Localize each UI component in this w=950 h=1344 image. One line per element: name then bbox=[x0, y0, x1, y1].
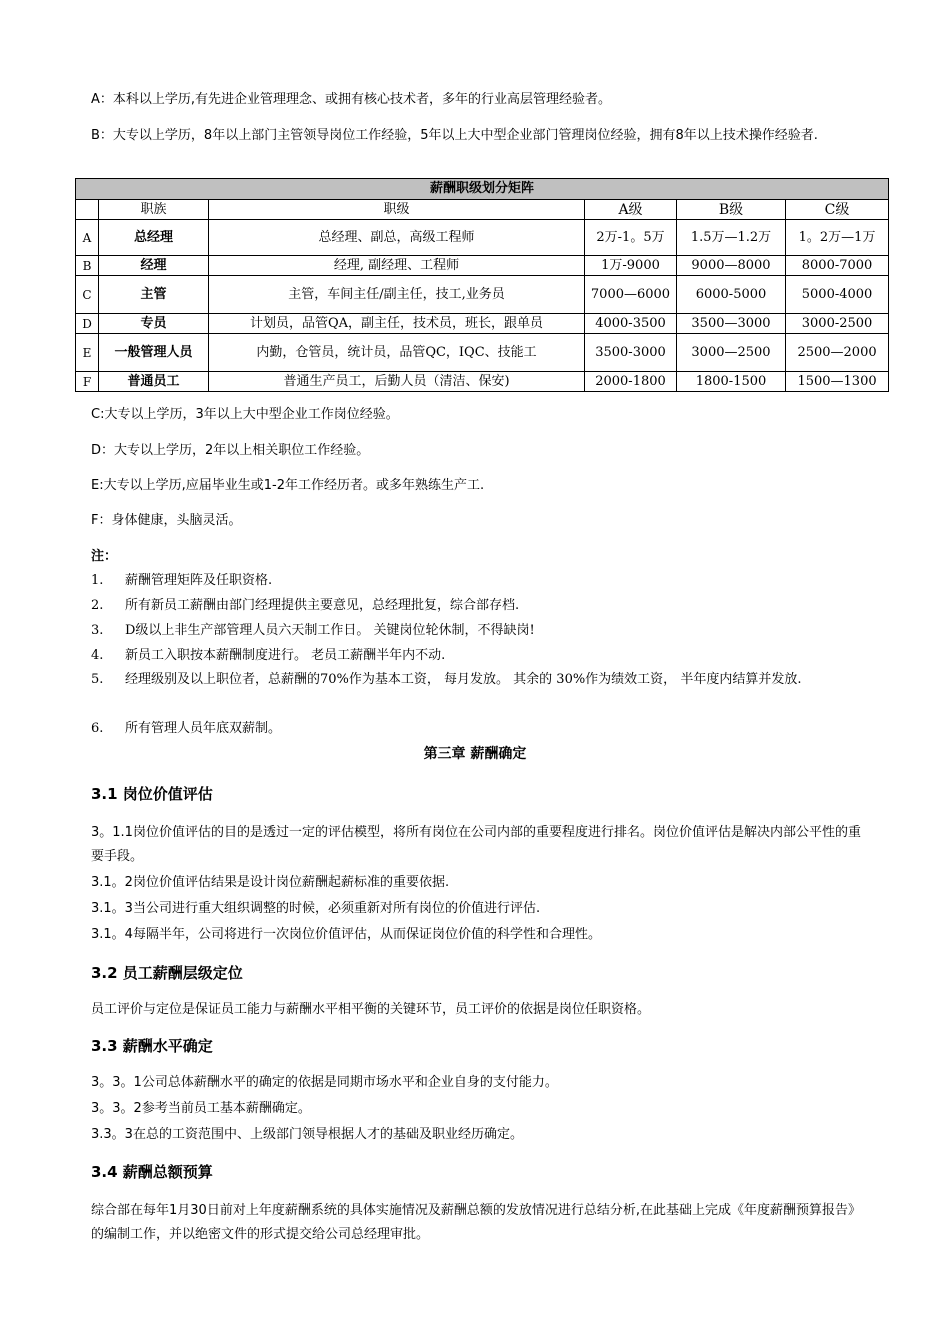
list-item bbox=[91, 668, 871, 692]
table-row bbox=[76, 276, 889, 314]
row-level: 经理, 副经理、工程师 bbox=[209, 256, 585, 276]
row-level: 普通生产员工，后勤人员（清洁、保安) bbox=[209, 372, 585, 392]
row-grade-c: 2500—2000 bbox=[786, 334, 889, 372]
note-number: 4. bbox=[91, 648, 104, 663]
row-code: A bbox=[76, 220, 99, 256]
row-level: 计划员，品管QA，副主任，技术员，班长，跟单员 bbox=[209, 314, 585, 334]
row-grade-c: 8000-7000 bbox=[786, 256, 889, 276]
note-number: 2. bbox=[91, 598, 104, 613]
list-item bbox=[91, 594, 871, 618]
chapter-title: 第三章 薪酬确定 bbox=[423, 746, 527, 762]
row-grade-c: 1。2万—1万 bbox=[786, 220, 889, 256]
row-grade-a: 7000—6000 bbox=[585, 276, 677, 314]
header-grade-b: B级 bbox=[677, 200, 786, 220]
header-grade-c: C级 bbox=[786, 200, 889, 220]
list-item bbox=[91, 644, 871, 668]
section-heading-3-1: 3.1 岗位价值评估 bbox=[91, 785, 213, 803]
note-text: 经理级别及以上职位者，总薪酬的70%作为基本工资， 每月发放。 其余的 30%作为绩效工资， 半年度内结算并发放. bbox=[125, 672, 802, 687]
salary-matrix-table bbox=[75, 178, 889, 392]
row-grade-c: 1500—1300 bbox=[786, 372, 889, 392]
row-grade-b: 1800-1500 bbox=[677, 372, 786, 392]
row-code: E bbox=[76, 334, 99, 372]
paragraph: 综合部在每年1月30日前对上年度薪酬系统的具体实施情况及薪酬总额的发放情况进行总结分析,在此基础上完成《年度薪酬预算报告》的编制工作，并以绝密文件的形式提交给公司总经理审批。 bbox=[91, 1203, 861, 1242]
paragraph: 员工评价与定位是保证员工能力与薪酬水平相平衡的关键环节，员工评价的依据是岗位任职资格。 bbox=[91, 1002, 651, 1017]
list-item bbox=[91, 569, 871, 593]
note-number: 5. bbox=[91, 672, 104, 687]
row-grade-b: 1.5万—1.2万 bbox=[677, 220, 786, 256]
table-row bbox=[76, 334, 889, 372]
list-item bbox=[91, 717, 871, 741]
qualification-c: C:大专以上学历，3年以上大中型企业工作岗位经验。 bbox=[91, 407, 399, 422]
qualification-d: D：大专以上学历，2年以上相关职位工作经验。 bbox=[91, 443, 370, 458]
row-grade-c: 3000-2500 bbox=[786, 314, 889, 334]
row-level: 主管，车间主任/副主任，技工,业务员 bbox=[209, 276, 585, 314]
table-row bbox=[76, 314, 889, 334]
paragraph: 3。3。1公司总体薪酬水平的确定的依据是同期市场水平和企业自身的支付能力。 bbox=[91, 1075, 558, 1090]
paragraph: 3.1。4每隔半年，公司将进行一次岗位价值评估，从而保证岗位价值的科学性和合理性。 bbox=[91, 927, 601, 942]
row-grade-a: 2000-1800 bbox=[585, 372, 677, 392]
table-row bbox=[76, 372, 889, 392]
list-item bbox=[91, 619, 871, 643]
row-code: B bbox=[76, 256, 99, 276]
qualification-f: F：身体健康，头脑灵活。 bbox=[91, 513, 242, 528]
row-family: 专员 bbox=[99, 314, 209, 334]
header-family: 职族 bbox=[99, 200, 209, 220]
row-family: 一般管理人员 bbox=[99, 334, 209, 372]
row-family: 普通员工 bbox=[99, 372, 209, 392]
row-grade-a: 1万-9000 bbox=[585, 256, 677, 276]
row-family: 经理 bbox=[99, 256, 209, 276]
paragraph: 3.3。3在总的工资范围中、上级部门领导根据人才的基础及职业经历确定。 bbox=[91, 1127, 523, 1142]
qualification-e: E:大专以上学历,应届毕业生或1-2年工作经历者。或多年熟练生产工. bbox=[91, 478, 485, 493]
row-grade-b: 6000-5000 bbox=[677, 276, 786, 314]
qualification-a: A：本科以上学历,有先进企业管理理念、或拥有核心技术者，多年的行业高层管理经验者。 bbox=[91, 92, 612, 107]
note-number: 6. bbox=[91, 721, 104, 736]
row-grade-b: 3500—3000 bbox=[677, 314, 786, 334]
row-code: F bbox=[76, 372, 99, 392]
note-text: 薪酬管理矩阵及任职资格. bbox=[125, 573, 273, 588]
row-code: C bbox=[76, 276, 99, 314]
section-heading-3-2: 3.2 员工薪酬层级定位 bbox=[91, 964, 243, 982]
header-code bbox=[76, 200, 99, 220]
qualification-b: B：大专以上学历，8年以上部门主管领导岗位工作经验，5年以上大中型企业部门管理岗位经验，拥有8年以上技术操作经验者. bbox=[91, 128, 818, 143]
row-level: 内勤，仓管员，统计员，品管QC，IQC、技能工 bbox=[209, 334, 585, 372]
paragraph: 3。1.1岗位价值评估的目的是透过一定的评估模型，将所有岗位在公司内部的重要程度进行排名。岗位价值评估是解决内部公平性的重要手段。 bbox=[91, 825, 861, 864]
section-heading-3-3: 3.3 薪酬水平确定 bbox=[91, 1037, 213, 1055]
section-heading-3-4: 3.4 薪酬总额预算 bbox=[91, 1163, 213, 1181]
row-grade-b: 9000—8000 bbox=[677, 256, 786, 276]
row-grade-c: 5000-4000 bbox=[786, 276, 889, 314]
note-text: 所有新员工薪酬由部门经理提供主要意见，总经理批复，综合部存档. bbox=[125, 598, 520, 613]
table-row bbox=[76, 256, 889, 276]
paragraph: 3.1。3当公司进行重大组织调整的时候，必须重新对所有岗位的价值进行评估. bbox=[91, 901, 541, 916]
row-family: 主管 bbox=[99, 276, 209, 314]
note-text: D级以上非生产部管理人员六天制工作日。 关键岗位轮休制，不得缺岗! bbox=[125, 623, 535, 638]
note-text: 新员工入职按本薪酬制度进行。 老员工薪酬半年内不动. bbox=[125, 648, 446, 663]
note-number: 3. bbox=[91, 623, 104, 638]
table-header-row bbox=[76, 200, 889, 220]
row-grade-a: 3500-3000 bbox=[585, 334, 677, 372]
paragraph: 3.1。2岗位价值评估结果是设计岗位薪酬起薪标准的重要依据. bbox=[91, 875, 450, 890]
row-grade-a: 4000-3500 bbox=[585, 314, 677, 334]
row-code: D bbox=[76, 314, 99, 334]
table-title-row bbox=[76, 179, 889, 200]
table-title: 薪酬职级划分矩阵 bbox=[76, 179, 889, 200]
table-row bbox=[76, 220, 889, 256]
header-grade-a: A级 bbox=[585, 200, 677, 220]
row-grade-a: 2万-1。5万 bbox=[585, 220, 677, 256]
note-number: 1. bbox=[91, 573, 104, 588]
row-grade-b: 3000—2500 bbox=[677, 334, 786, 372]
note-text: 所有管理人员年底双薪制。 bbox=[125, 721, 282, 736]
notes-label: 注： bbox=[91, 549, 118, 564]
header-level: 职级 bbox=[209, 200, 585, 220]
row-family: 总经理 bbox=[99, 220, 209, 256]
paragraph: 3。3。2参考当前员工基本薪酬确定。 bbox=[91, 1101, 311, 1116]
row-level: 总经理、副总，高级工程师 bbox=[209, 220, 585, 256]
